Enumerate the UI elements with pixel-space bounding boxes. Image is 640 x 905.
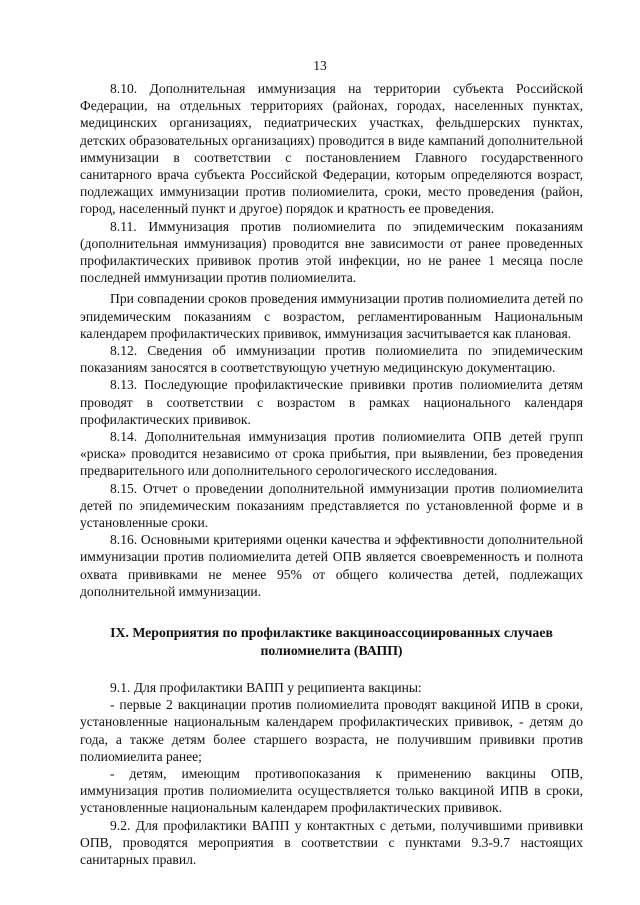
paragraph-8-16: 8.16. Основными критериями оценки качества и эффективности дополнительной иммунизации против полиомиелита детей ОПВ является своевременность и полнота охвата прививками не менее 95% от общего количества детей, подлежащих дополнительной иммунизации. [80, 532, 583, 599]
page-number: 13 [313, 58, 327, 73]
paragraph-8-15: 8.15. Отчет о проведении дополнительной иммунизации против полиомиелита детей по эпидемическим показаниям представляется по установленной форме и в установленные сроки. [80, 480, 583, 531]
paragraph-8-11: 8.11. Иммунизация против полиомиелита по эпидемическим показаниям (дополнительная иммунизация) проводится вне зависимости от ранее проведенных профилактических прививок против этой инфекции, но не ранее 1 месяца после последней иммунизации против полиомиелита. [80, 218, 583, 286]
paragraph-8-12: 8.12. Сведения об иммунизации против полиомиелита по эпидемическим показаниям заносятся в соответствующую учетную медицинскую документацию. [80, 343, 583, 376]
paragraph-9-2: 9.2. Для профилактики ВАПП у контактных с детьми, получившими прививки ОПВ, проводятся мероприятия в соответствии с пунктами 9.3-9.7 настоящих санитарных правил. [80, 817, 583, 867]
page-content [80, 80, 583, 868]
paragraph-8-13: 8.13. Последующие профилактические прививки против полиомиелита детям проводят в соответствии с возрастом в рамках национального календаря профилактических прививок. [80, 377, 583, 427]
paragraph-8-10: 8.10. Дополнительная иммунизация на территории субъекта Российской Федерации, на отдельных территориях (районах, городах, населенных пунктах, медицинских организациях, педиатрических участках, фельдшерских пунктах, детских образовательных организациях) проводится в виде кампаний дополнительной иммунизации в соответствии с постановлением Главного государственного санитарного врача субъекта Российской Федерации, которым определяются возраст, подлежащих иммунизации против полиомиелита, сроки, место проведения (район, город, населенный пункт и другое) порядок и кратность ее проведения. [80, 81, 583, 217]
paragraph-9-1-item-2: - детям, имеющим противопоказания к применению вакцины ОПВ, иммунизация против полиомиелита осуществляется только вакциной ИПВ в сроки, установленные национальным календарем профилактических прививок. [80, 765, 583, 816]
paragraph-9-1: 9.1. Для профилактики ВАПП у реципиента вакцины: [110, 679, 422, 695]
paragraph-coincidence: При совпадении сроков проведения иммунизации против полиомиелита детей по эпидемическим показаниям с возрастом, регламентированным Национальным календарем профилактических прививок, иммунизация засчитывается как плановая. [80, 291, 583, 341]
section-heading: IX. Мероприятия по профилактике вакциноассоциированных случаев полиомиелита (ВАПП) [110, 625, 553, 658]
paragraph-8-14: 8.14. Дополнительная иммунизация против полиомиелита ОПВ детей групп «риска» проводится независимо от срока прибытия, при выявлении, без проведения предварительного или дополнительного серологического исследования. [80, 429, 583, 479]
paragraph-9-1-item-1: - первые 2 вакцинации против полиомиелита проводят вакциной ИПВ в сроки, установленные национальным календарем профилактических прививок, - детям до года, а также детям более старшего возраста, не получившим прививки против полиомиелита ранее; [80, 697, 583, 764]
